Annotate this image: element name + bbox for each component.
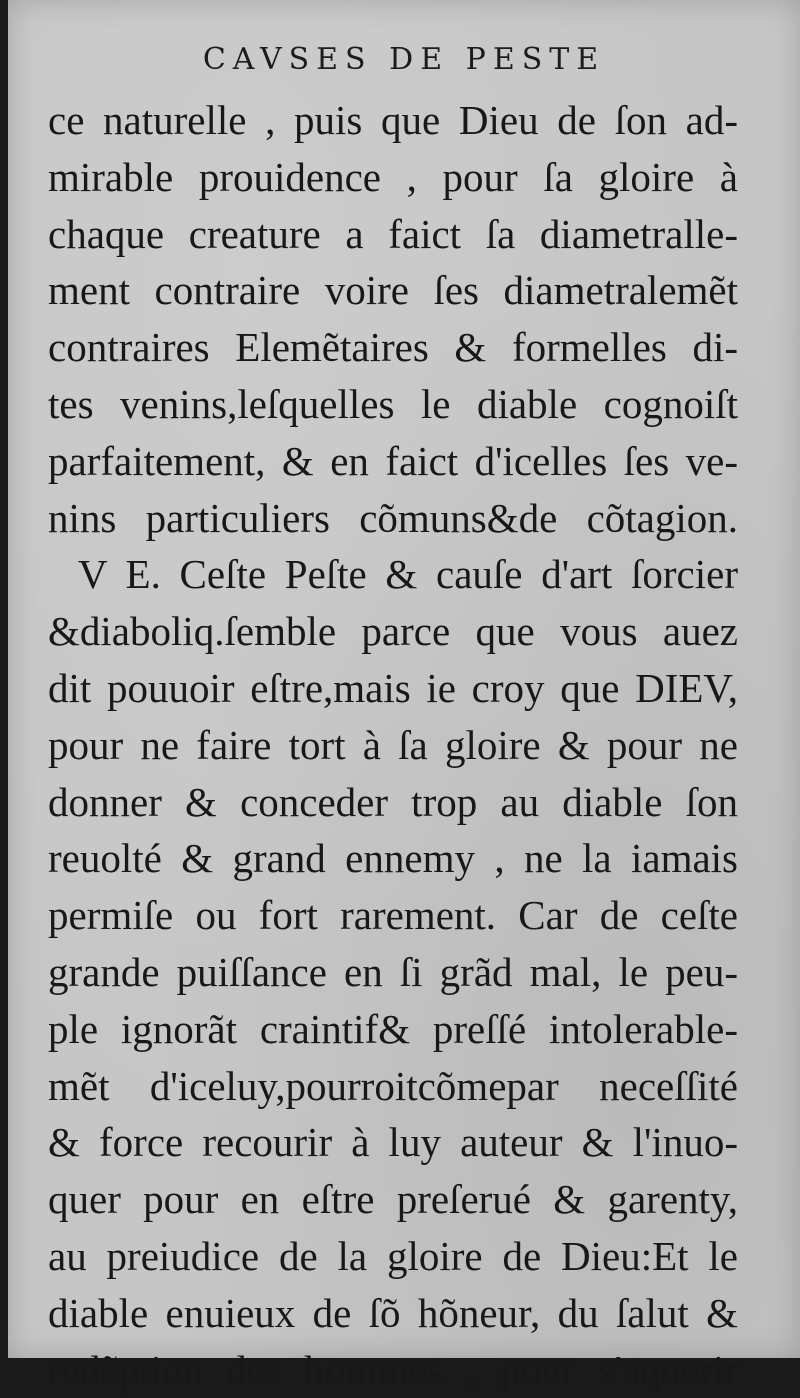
- book-page: [8, 0, 800, 1393]
- text-line: tes venins,leſquelles le diable cognoiſt: [48, 380, 738, 427]
- text-line: &diaboliq.ſemble parce que vous auez: [48, 608, 738, 655]
- text-line: donner & conceder trop au diable ſon: [48, 778, 738, 825]
- paragraph-start-line: V E. Ceſte Peſte & cauſe d'art ſorcier: [78, 551, 738, 598]
- text-line: grande puiſſance en ſi grãd mal, le peu-: [48, 948, 738, 995]
- text-line: reuolté & grand ennemy , ne la iamais: [48, 835, 738, 882]
- text-line: ment contraire voire ſes diametralemẽt: [48, 267, 738, 314]
- text-line: nins particuliers cõmuns&de cõtagion.: [48, 494, 738, 541]
- text-line: & force recourir à luy auteur & l'inuo-: [48, 1119, 738, 1166]
- text-line: mirable prouidence , pour ſa gloire à: [48, 153, 738, 200]
- text-line: permiſe ou fort rarement. Car de ceſte: [48, 892, 738, 939]
- running-head: CAVSES DE PESTE: [202, 42, 606, 77]
- text-line: redẽption des hommes , pour s'aquerir: [48, 1346, 738, 1393]
- text-line: mẽt d'iceluy,pourroitcõmepar neceſſité: [48, 1062, 738, 1109]
- text-line: parfaitement, & en faict d'icelles ſes ve-: [48, 437, 738, 484]
- text-line: ple ignorãt craintif& preſſé intolerable-: [48, 1005, 738, 1052]
- text-line: dit pouuoir eſtre,mais ie croy que DIEV,: [48, 664, 738, 711]
- text-line: chaque creature a faict ſa diametralle-: [48, 210, 738, 257]
- text-line: quer pour en eſtre preſerué & garenty,: [48, 1176, 738, 1223]
- body-text: [48, 92, 738, 1398]
- text-line: au preiudice de la gloire de Dieu:Et le: [48, 1232, 738, 1279]
- text-line: contraires Elemẽtaires & formelles di-: [48, 324, 738, 371]
- text-line: pour ne faire tort à ſa gloire & pour ne: [48, 721, 738, 768]
- text-line: diable enuieux de ſõ hõneur, du ſalut &: [48, 1289, 738, 1336]
- text-line: ce naturelle , puis que Dieu de ſon ad-: [48, 97, 738, 143]
